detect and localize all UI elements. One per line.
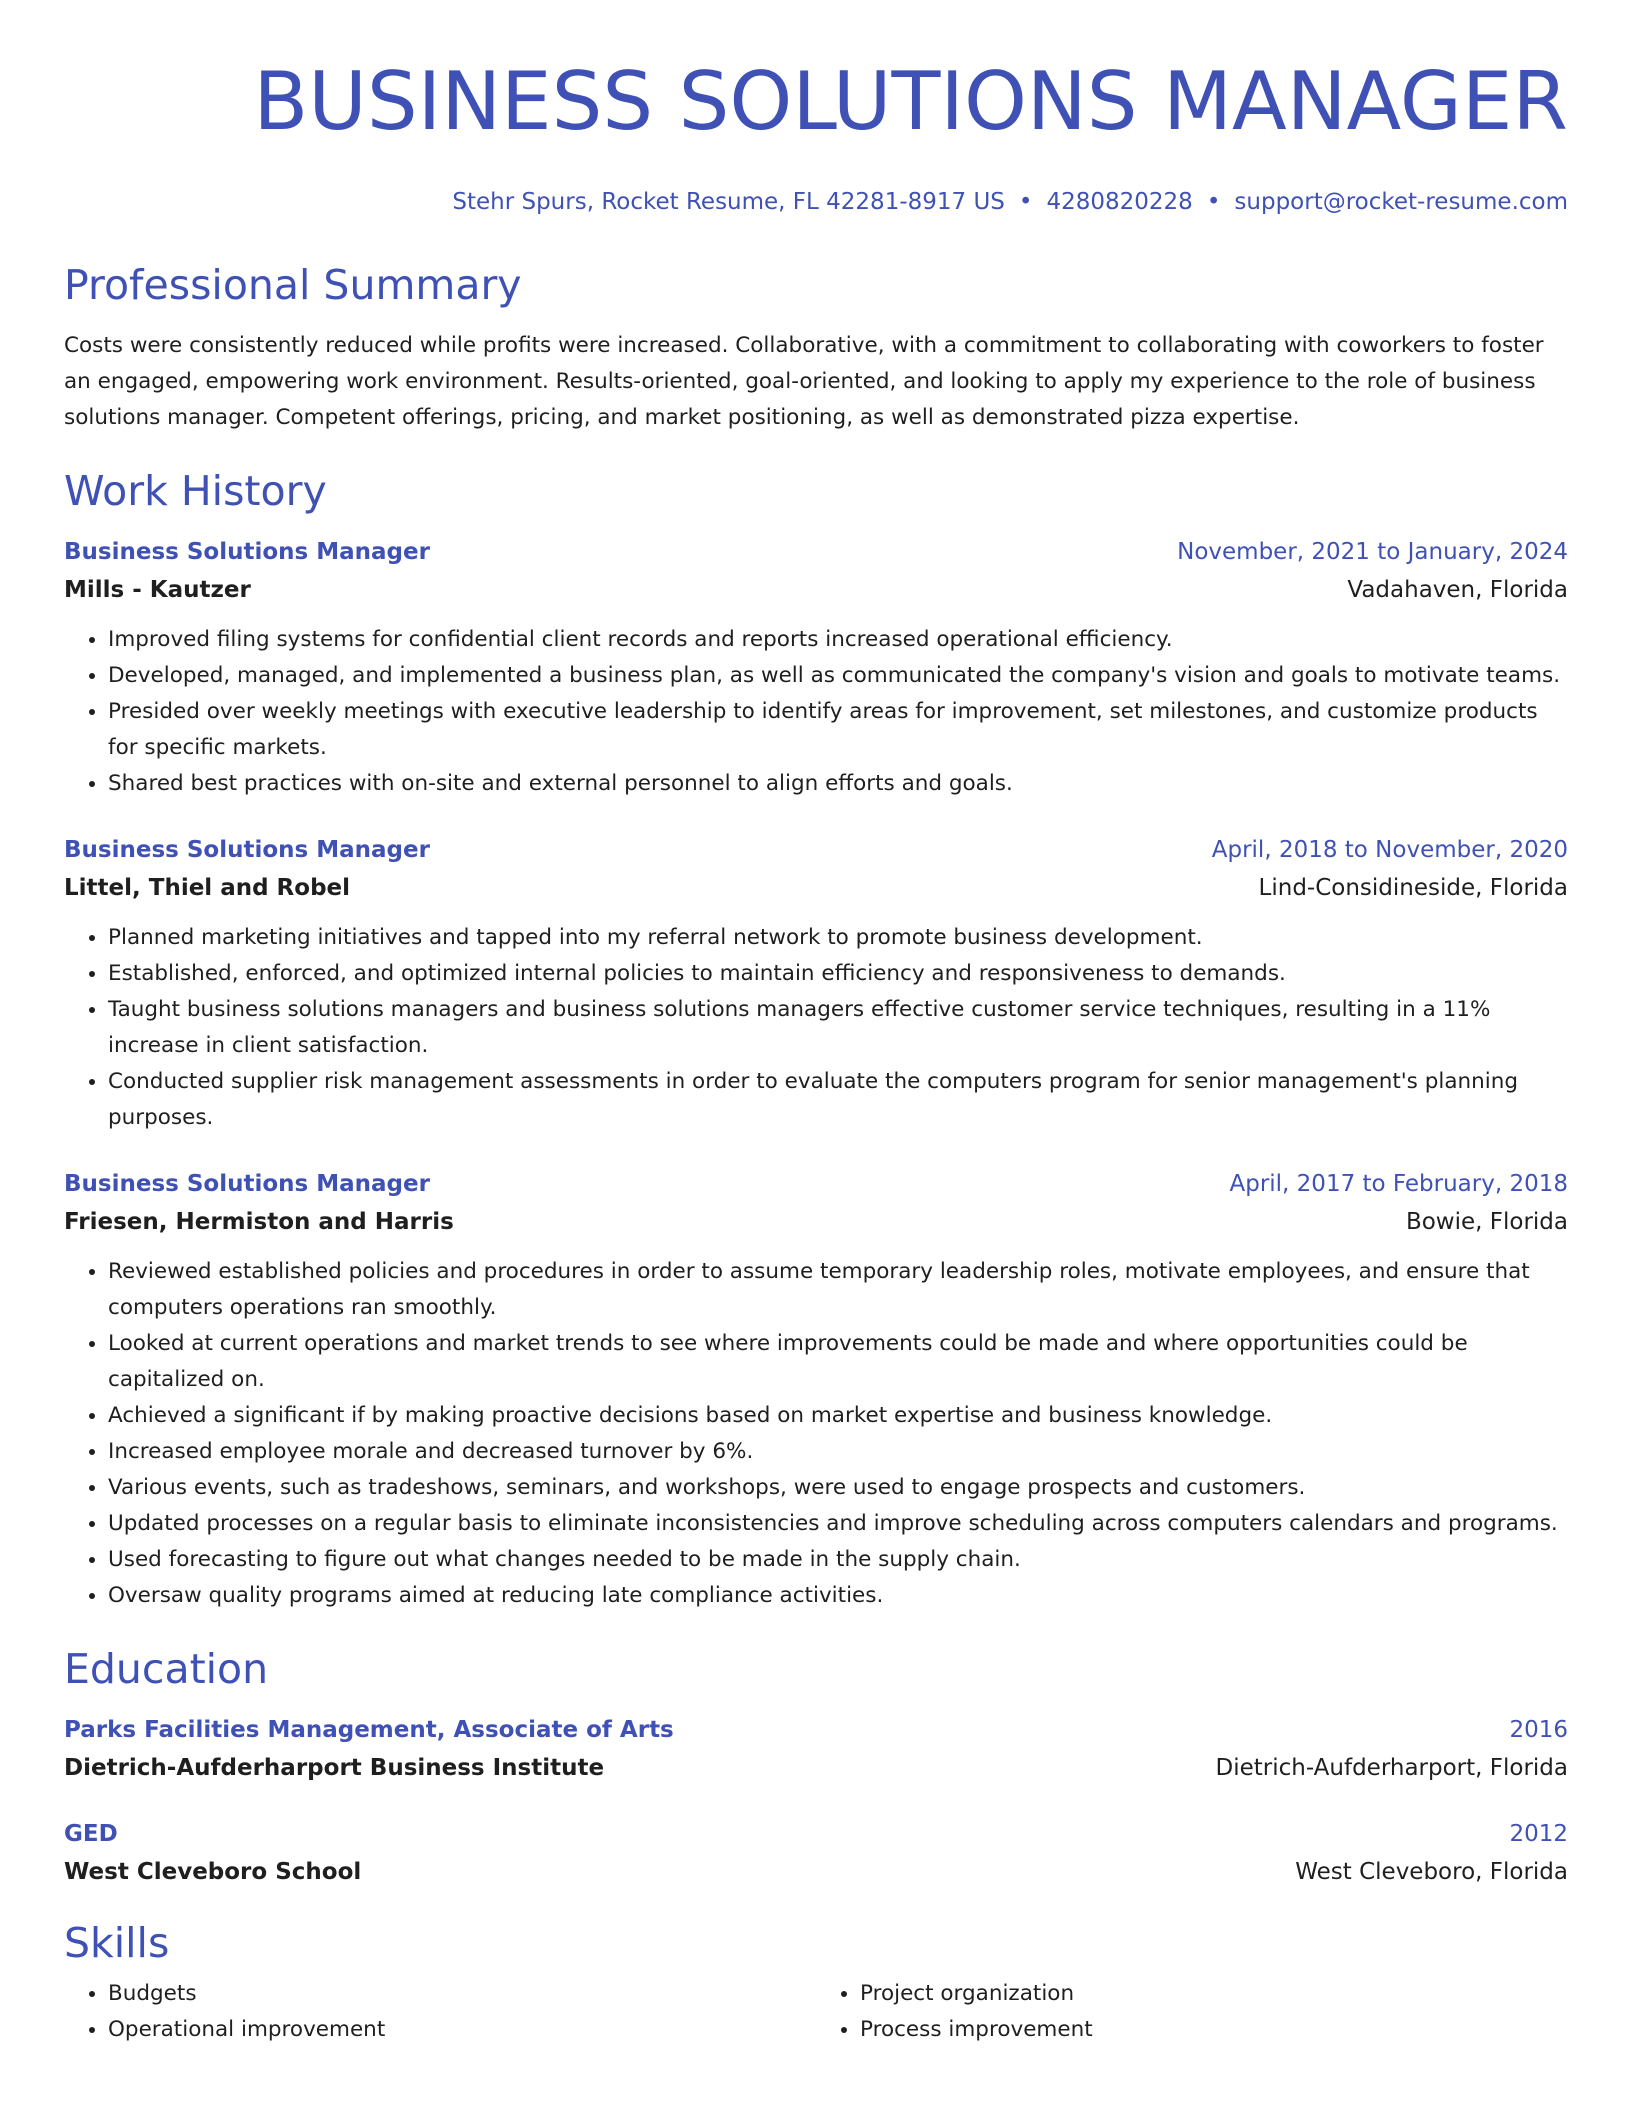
job-entry: [64, 832, 1568, 1136]
education-entry: [64, 1816, 1568, 1892]
contact-address: Stehr Spurs, Rocket Resume, FL 42281-8917 US: [452, 189, 1005, 215]
job-title: Business Solutions Manager: [64, 1171, 430, 1197]
skill-item: • Budgets: [108, 1976, 816, 2012]
education-year: 2012: [1509, 1821, 1568, 1847]
job-bullets: [64, 1254, 1568, 1614]
job-bullet: • Developed, managed, and implemented a business plan, as well as communicated the company's vision and goals to motivate teams.: [108, 658, 1568, 694]
job-bullet: • Reviewed established policies and procedures in order to assume temporary leadership roles, motivate employees, and ensure that computers operations ran smoothly.: [108, 1254, 1568, 1326]
contact-separator: •: [1206, 189, 1221, 215]
job-employer: Mills - Kautzer: [64, 577, 251, 603]
job-location: Bowie, Florida: [1405, 1209, 1568, 1235]
education-degree: GED: [64, 1821, 118, 1847]
contact-email: support@rocket-resume.com: [1234, 189, 1568, 215]
education-entry: [64, 1712, 1568, 1788]
job-dates: April, 2017 to February, 2018: [1229, 1171, 1568, 1197]
education-location: West Cleveboro, Florida: [1295, 1859, 1568, 1885]
job-bullet: • Oversaw quality programs aimed at reducing late compliance activities.: [108, 1578, 1568, 1614]
contact-separator: •: [1018, 189, 1033, 215]
job-bullet: • Shared best practices with on-site and external personnel to align efforts and goals.: [108, 766, 1568, 802]
job-bullet: • Taught business solutions managers and business solutions managers effective customer service techniques, resulting in a 11% increase in client satisfaction.: [108, 992, 1568, 1064]
education-year: 2016: [1509, 1717, 1568, 1743]
education-school: Dietrich-Aufderharport Business Institute: [64, 1755, 605, 1781]
job-bullet: • Established, enforced, and optimized internal policies to maintain efficiency and responsiveness to demands.: [108, 956, 1568, 992]
skills-heading: Skills: [64, 1919, 170, 1967]
job-dates: April, 2018 to November, 2020: [1211, 837, 1568, 863]
job-location: Vadahaven, Florida: [1347, 577, 1568, 603]
summary-heading: Professional Summary: [64, 261, 522, 309]
job-title: Business Solutions Manager: [64, 837, 430, 863]
skill-item: • Process improvement: [860, 2012, 1568, 2048]
education-location: Dietrich-Aufderharport, Florida: [1215, 1755, 1568, 1781]
job-bullet: • Increased employee morale and decreased turnover by 6%.: [108, 1434, 1568, 1470]
job-employer: Friesen, Hermiston and Harris: [64, 1209, 454, 1235]
job-dates: November, 2021 to January, 2024: [1177, 539, 1568, 565]
job-bullets: [64, 920, 1568, 1136]
work-history-heading: Work History: [64, 467, 327, 515]
job-title: Business Solutions Manager: [64, 539, 430, 565]
contact-phone: 4280820228: [1046, 189, 1193, 215]
job-bullet: • Used forecasting to figure out what changes needed to be made in the supply chain.: [108, 1542, 1568, 1578]
job-bullet: • Various events, such as tradeshows, seminars, and workshops, were used to engage prospects and customers.: [108, 1470, 1568, 1506]
job-bullet: • Achieved a significant if by making proactive decisions based on market expertise and business knowledge.: [108, 1398, 1568, 1434]
job-entry: [64, 534, 1568, 802]
skills-list: [64, 1976, 1568, 2048]
job-employer: Littel, Thiel and Robel: [64, 875, 351, 901]
skill-item: • Operational improvement: [108, 2012, 816, 2048]
job-bullet: • Planned marketing initiatives and tapped into my referral network to promote business development.: [108, 920, 1568, 956]
skills-column-right: [816, 1976, 1568, 2048]
job-bullet: • Conducted supplier risk management assessments in order to evaluate the computers program for senior management's planning purposes.: [108, 1064, 1568, 1136]
job-entry: [64, 1166, 1568, 1614]
job-location: Lind-Considineside, Florida: [1258, 875, 1568, 901]
summary-text: Costs were consistently reduced while profits were increased. Collaborative, with a commitment to collaborating with coworkers to foster an engaged, empowering work environment. Results-oriented, goal-oriented, and looking to apply my experience to the role of business solutions manager. Competent offerings, pricing, and market positioning, as well as demonstrated pizza expertise.: [64, 333, 1544, 430]
skill-item: • Project organization: [860, 1976, 1568, 2012]
contact-line: [64, 186, 1568, 218]
education-school: West Cleveboro School: [64, 1859, 362, 1885]
candidate-title: BUSINESS SOLUTIONS MANAGER: [253, 55, 1568, 148]
job-bullet: • Updated processes on a regular basis to eliminate inconsistencies and improve scheduling across computers calendars and programs.: [108, 1506, 1568, 1542]
job-bullets: [64, 622, 1568, 802]
job-bullet: • Presided over weekly meetings with executive leadership to identify areas for improvement, set milestones, and customize products for specific markets.: [108, 694, 1568, 766]
skills-column-left: [64, 1976, 816, 2048]
job-bullet: • Improved filing systems for confidential client records and reports increased operational efficiency.: [108, 622, 1568, 658]
education-heading: Education: [64, 1645, 269, 1693]
resume-header: [64, 0, 1568, 218]
education-degree: Parks Facilities Management, Associate of Arts: [64, 1717, 674, 1743]
job-bullet: • Looked at current operations and market trends to see where improvements could be made and where opportunities could be capitalized on.: [108, 1326, 1568, 1398]
